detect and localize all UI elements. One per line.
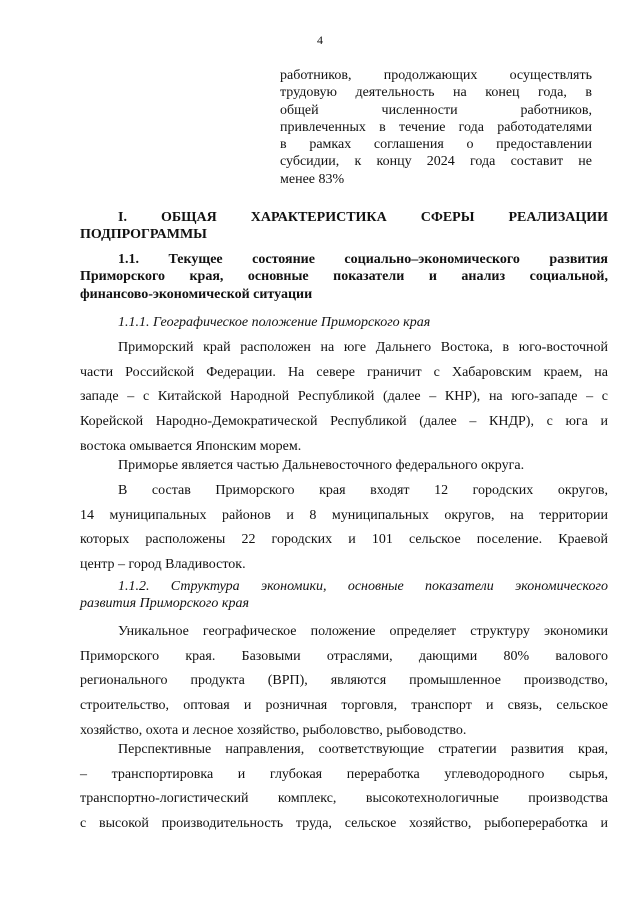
text-line: западе – с Китайской Народной Республикой (далее – КНР), на юго-западе – с [80,389,608,405]
text-line: востока омывается Японским морем. [80,438,302,454]
text-line: центр – город Владивосток. [80,557,246,573]
heading-line: 1.1. Текущее состояние социально–экономического развития [118,252,608,267]
text-line: привлеченных в течение года работодателями [280,119,592,135]
paragraph-federal-district [80,454,608,479]
text-line: трудовую деятельность на конец года, в [280,85,592,101]
text-line: работников, продолжающих осуществлять [280,68,592,83]
heading-line: I. ОБЩАЯ ХАРАКТЕРИСТИКА СФЕРЫ РЕАЛИЗАЦИИ [118,210,608,225]
text-line: Приморского края. Базовыми отраслями, дающими 80% валового [80,648,608,664]
heading-line: 1.1.1. Географическое положение Приморского края [118,315,431,330]
text-line: Приморье является частью Дальневосточного федерального округа. [118,458,525,473]
subsub-heading-geography [80,314,608,332]
text-line: транспортно-логистический комплекс, высокотехнологичные производства [80,791,608,807]
paragraph-municipal-structure [80,479,608,578]
indicator-text-block [280,67,592,188]
text-line: В состав Приморского края входят 12 городских округов, [118,483,608,498]
heading-line: развития Приморского края [80,596,249,612]
paragraph-economy-structure [80,620,608,744]
text-line: субсидии, к концу 2024 года составит не [280,154,592,170]
heading-line: Приморского края, основные показатели и анализ социальной, [80,269,608,285]
text-line: 14 муниципальных районов и 8 муниципальных округов, на территории [80,507,608,523]
heading-line: финансово-экономической ситуации [80,286,313,302]
text-line: общей численности работников, [280,102,592,118]
text-line: хозяйство, охота и лесное хозяйство, рыболовство, рыбоводство. [80,722,467,738]
heading-line: ПОДПРОГРАММЫ [80,227,207,243]
paragraph-geography [80,336,608,460]
text-line: – транспортировка и глубокая переработка углеводородного сырья, [80,766,608,782]
text-line: регионального продукта (ВРП), являются промышленное производство, [80,673,608,689]
text-line: Приморский край расположен на юге Дальнего Востока, в юго-восточной [118,340,608,355]
section-heading [80,209,608,244]
subsection-heading [80,251,608,303]
heading-line: 1.1.2. Структура экономики, основные показатели экономического [118,579,608,594]
text-line: в рамках соглашения о предоставлении [280,137,592,153]
text-line: Уникальное географическое положение определяет структуру экономики [118,624,608,639]
page-number: 4 [317,33,323,47]
subsub-heading-economy [80,578,608,613]
text-line: Перспективные направления, соответствующие стратегии развития края, [118,742,608,757]
text-line: части Российской Федерации. На севере граничит с Хабаровским краем, на [80,364,608,380]
text-line: менее 83% [280,171,345,187]
text-line: строительство, оптовая и розничная торговля, транспорт и связь, сельское [80,698,608,714]
paragraph-prospects [80,738,608,837]
text-line: с высокой производительность труда, сельское хозяйство, рыбопереработка и [80,816,608,832]
text-line: Корейской Народно-Демократической Республикой (далее – КНДР), с юга и [80,414,608,430]
text-line: которых расположены 22 городских и 101 сельское поселение. Краевой [80,532,608,548]
